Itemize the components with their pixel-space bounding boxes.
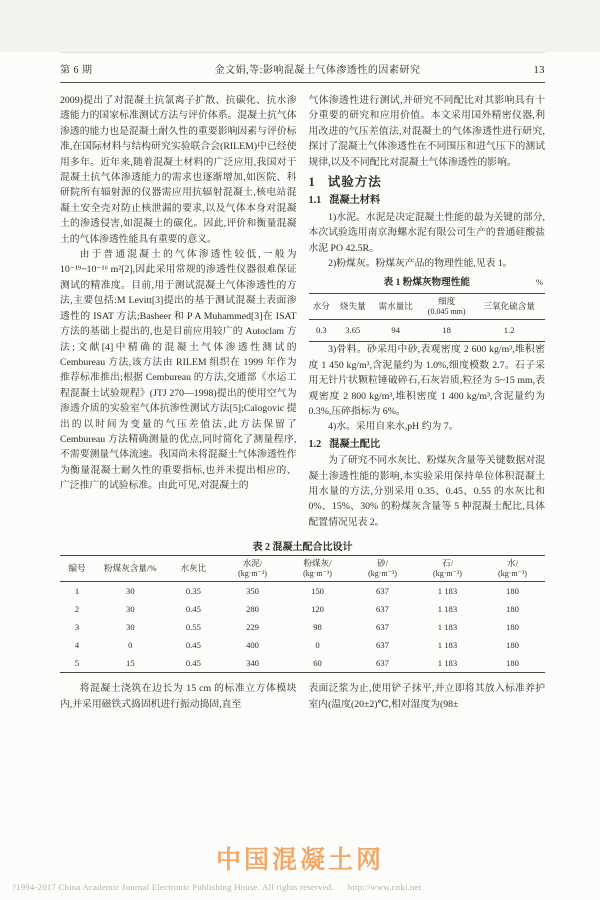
table2-cell: 4 [74, 640, 80, 651]
table2-cell: 637 [376, 640, 389, 651]
table2-cell: 280 [246, 604, 259, 615]
table-row [60, 582, 545, 601]
table2-cell: 0.55 [185, 622, 201, 633]
paragraph: 表面泛浆为止,使用铲子抹平,并立即将其放入标准养护室内(温度(20±2)℃,相对湿度为(98± [308, 683, 545, 710]
paragraph: 4)水。采用自来水,pH 约为 7。 [328, 421, 459, 433]
paragraph: 2)粉煤灰。粉煤灰产品的物理性能,见表 1。 [328, 258, 513, 270]
table2-header-cell: 水/ (kg·m⁻³) [480, 556, 545, 582]
table2-cell: 637 [376, 604, 389, 615]
table2-header-cell: 砂/ (kg·m⁻³) [350, 556, 415, 582]
table2-cell: 180 [506, 604, 519, 615]
issue-label: 第 6 期 [60, 65, 93, 76]
table2-header-cell: 粉煤灰/ (kg·m⁻³) [285, 556, 350, 582]
table1-header-row [309, 293, 546, 319]
table1-header-cell: 细度 (0.045 mm) [420, 293, 473, 319]
cnki-watermark: 中国混凝土网 [215, 846, 384, 874]
table1 [309, 293, 546, 342]
table1-cell: 3.65 [345, 324, 361, 335]
table2-cell: 0.45 [185, 658, 201, 669]
table2-cell: 1 183 [437, 640, 458, 651]
table1-header-cell: 三氧化硫含量 [473, 293, 545, 319]
paragraph: 2009)提出了对混凝土抗氯离子扩散、抗碳化、抗水渗透能力的国家标准测试方法与评价体系。混凝土抗气体渗透的能力也是混凝土耐久性的重要影响因素与评价标准,在国际材料与结构研究实验联合会(RILEM)中已经使用多年。近年来,随着混凝土材料的广泛应用,我国对于混凝土抗气体渗透能力的需求也逐渐增加,如医院、科研院所有辐射源的仪器需应用抗辐射混凝土,核电站混凝土安全壳对防止核泄漏的要求,以及气体本身对混凝土的渗透侵害,如混凝土的碳化。因此,评价和衡量混凝土的气体渗透性能具有重要的意义。 [60, 95, 297, 245]
table2-cell: 120 [311, 604, 324, 615]
section-heading-1 [309, 175, 546, 190]
table2-header-cell: 编号 [60, 556, 94, 582]
table2-header-cell: 石/ (kg·m⁻³) [415, 556, 480, 582]
table2-block [60, 538, 545, 673]
right-column [309, 93, 546, 530]
table2-cell: 637 [376, 586, 389, 597]
section-title: 混凝土材料 [329, 195, 381, 207]
table2-cell: 180 [506, 640, 519, 651]
table1-cell: 0.3 [315, 324, 327, 335]
table-row [60, 600, 545, 618]
section-number: 1.1 [308, 195, 322, 207]
table2-cell: 350 [246, 586, 259, 597]
table2-cell: 1 183 [437, 604, 458, 615]
table2-cell: 3 [74, 622, 80, 633]
section-heading-1-2 [309, 437, 546, 452]
table-row [60, 636, 545, 654]
table2-cell: 0 [315, 640, 320, 651]
table2-cell: 98 [313, 622, 322, 633]
table1-cell: 18 [442, 324, 451, 335]
table2-cell: 0.45 [185, 640, 201, 651]
table2-cell: 1 183 [437, 622, 458, 633]
section-heading-1-1 [309, 193, 546, 208]
copyright-line [12, 882, 590, 892]
table2-caption-text: 表 2 混凝土配合比设计 [252, 542, 353, 554]
table1-data-row [309, 319, 546, 341]
left-column [60, 93, 297, 530]
table2-cell: 400 [246, 640, 259, 651]
table1-cell: 94 [391, 324, 401, 335]
paragraph: 气体渗透性进行测试,并研究不同配比对其影响具有十分重要的研究和应用价值。本文采用国外精密仪器,利用改进的气压差值法,对混凝土的气体渗透性进行研究,探讨了混凝土气体渗透性在不同围压和进气压下的测试规律,以及不同配比对混凝土气体渗透性的影响。 [308, 95, 545, 168]
section-title: 试验方法 [327, 175, 382, 190]
table2-cell: 5 [74, 658, 80, 669]
cnki-url: http://www.cnki.net [347, 882, 422, 892]
table2-cell: 1 183 [437, 658, 458, 669]
table1-header-cell: 烧失量 [334, 293, 371, 319]
table2-cell: 340 [246, 658, 259, 669]
paragraph: 由于普通混凝土的气体渗透性较低,一般为10⁻¹⁹~10⁻¹⁶ m²[2],因此采用常规的渗透性仪器很难保证测试的精准度。目前,用于测试混凝土气体渗透性的方法,主要包括:M Levitt[3]提出的基于测试混凝土表面渗透性的 ISAT 方法;Basheer 和 P A Muhammed[3]在 ISAT 方法的基础上提出的,也是目前应用较广的 Autoclam 方法;文献[4]中精确的混凝土气体渗透性测试的 Cembureau 方法,该方法由 RILEM 组织在 1999 年作为推荐标准推出;根据 Cembureau 的方法,交通部《水运工程混凝土试验规程》(JTJ 270—1998)提出的使用空气为渗透介质的实验室气体抗渗性测试方法[5];Calogovic 提出的以时间为变量的气压差值法,此方法保留了 Cembureau 方法精确测量的优点,同时简化了测量程序,不需要测量气体流速。我国尚未将混凝土气体渗透性作为衡量混凝土耐久性的重要指标,也并未提出相应的、广泛推广的试验标准。由此可见,对混凝土的 [60, 249, 297, 492]
table2-cell: 1 183 [437, 586, 458, 597]
table2-cell: 30 [126, 604, 135, 615]
table2-cell: 0 [128, 640, 133, 651]
left-column-bottom [60, 681, 297, 712]
paragraph: 3)骨料。砂采用中砂,表观密度 2 600 kg/m³,堆积密度 1 450 kg/m³,含泥量约为 1.0%,细度模数 2.7。石子采用无针片状颗粒锤破碎石,石灰岩质,粒径为 5~15 mm,表观密度 2 800 kg/m³,堆积密度 1 400 kg/m³,含泥量约为 0.3%,压碎指标为 6%。 [308, 344, 545, 417]
copyright-text: ?1994-2017 China Academic Journal Electronic Publishing House. All rights reserved. [12, 882, 334, 892]
table2-cell: 30 [126, 622, 135, 633]
bottom-columns [60, 681, 545, 712]
table2-header-row [60, 556, 545, 582]
table-row [60, 654, 545, 673]
table2-cell: 2 [74, 604, 80, 615]
table1-unit: % [535, 277, 543, 288]
running-title: 金文娟,等:影响混凝土气体渗透性的因素研究 [214, 65, 421, 76]
journal-page [0, 52, 600, 900]
paragraph: 将混凝土浇筑在边长为 15 cm 的标准立方体模块内,并采用磁铁式捣固机进行振动捣固,直至 [60, 683, 297, 710]
table2-cell: 180 [506, 658, 519, 669]
table2-cell: 180 [506, 586, 519, 597]
table1-header-cell: 水分 [309, 293, 335, 319]
table2-caption [60, 538, 545, 553]
table2-cell: 637 [376, 622, 389, 633]
paragraph: 为了研究不同水灰比、粉煤灰含量等关键数据对混凝土渗透性能的影响,本实验采用保持单位体积混凝土用水量的方法,分别采用 0.35、0.45、0.55 的水灰比和 0%、15%、30% 的粉煤灰含量等 5 种混凝土配比,具体配置情况见表 2。 [308, 455, 545, 528]
table-row [60, 618, 545, 636]
table2-header-cell: 水泥/ (kg·m⁻³) [220, 556, 285, 582]
page-header [60, 52, 545, 83]
section-number: 1.2 [308, 438, 322, 450]
table1-block [309, 275, 546, 342]
table2-cell: 180 [506, 622, 519, 633]
table2-cell: 1 [74, 586, 80, 597]
table2 [60, 555, 545, 673]
paragraph: 1)水泥。水泥是决定混凝土性能的最为关键的部分,本次试验选用南京海螺水泥有限公司生产的普通硅酸盐水泥 PO 42.5R。 [308, 211, 545, 254]
table2-header-cell: 水灰比 [167, 556, 220, 582]
section-title: 混凝土配比 [329, 438, 381, 450]
table1-header-cell: 需水量比 [371, 293, 420, 319]
table2-header-cell: 粉煤灰含量/% [94, 556, 167, 582]
table1-cell: 1.2 [503, 324, 515, 335]
section-number: 1 [308, 175, 316, 190]
table2-cell: 30 [126, 586, 135, 597]
page-number: 13 [533, 65, 545, 76]
table2-cell: 0.45 [185, 604, 201, 615]
right-column-bottom [309, 681, 546, 712]
table2-cell: 229 [246, 622, 259, 633]
table2-cell: 60 [313, 658, 322, 669]
table1-caption-text: 表 1 粉煤灰物理性能 [383, 277, 470, 289]
table2-cell: 150 [311, 586, 324, 597]
table2-cell: 15 [126, 658, 135, 669]
body-columns [60, 93, 545, 530]
table2-cell: 637 [376, 658, 389, 669]
table1-caption [309, 275, 546, 290]
table2-cell: 0.35 [185, 586, 201, 597]
